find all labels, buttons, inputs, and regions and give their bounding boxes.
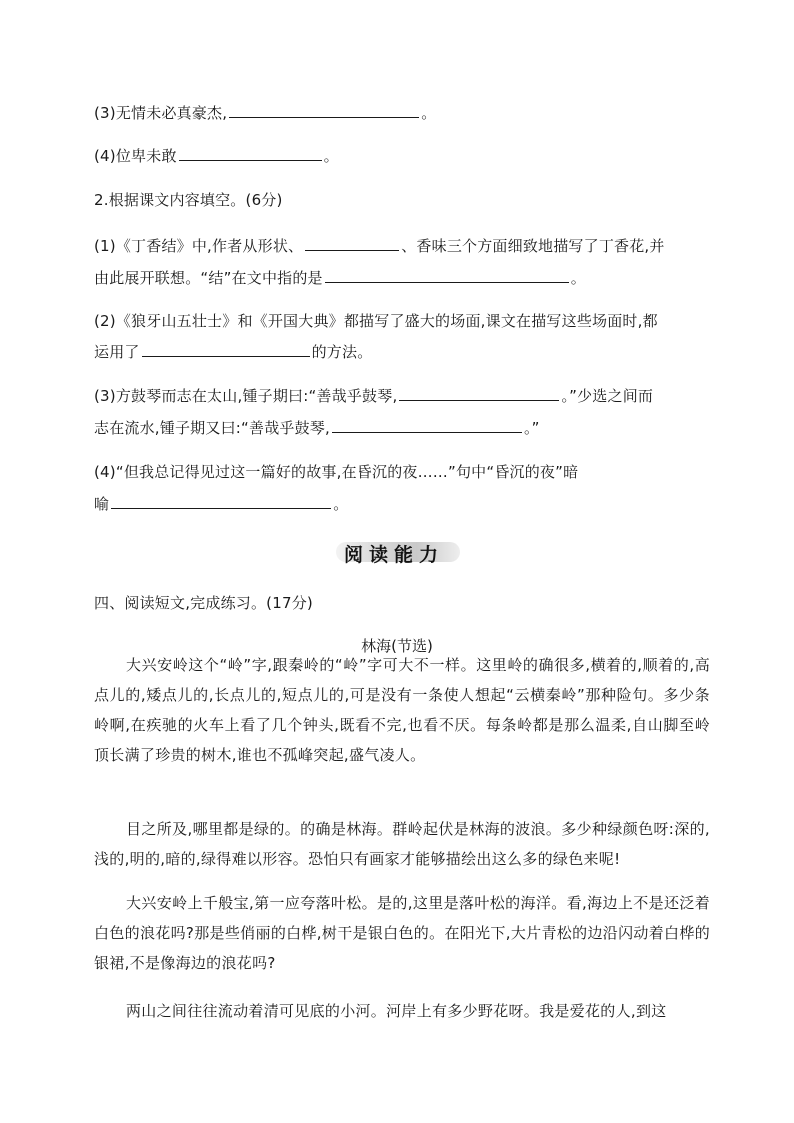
question-2-1-line-2: 由此展开联想。“结”在文中指的是 。 [94, 269, 586, 287]
question-2-1-line-1: (1)《丁香结》中,作者从形状、 、香味三个方面细致地描写了丁香花,并 [94, 237, 665, 255]
answer-blank[interactable] [325, 268, 569, 283]
question-4-heading: 四、阅读短文,完成练习。(17分) [94, 594, 313, 612]
answer-blank[interactable] [179, 146, 322, 161]
passage-paragraph-2: 目之所及,哪里都是绿的。的确是林海。群岭起伏是林海的波浪。多少种绿颜色呀:深的,浅的,明的,暗的,绿得难以形容。恐怕只有画家才能够描绘出这么多的绿色来呢! [94, 820, 710, 868]
passage-paragraph-3: 大兴安岭上千般宝,第一应夸落叶松。是的,这里是落叶松的海洋。看,海边上不是还泛着白色的浪花吗?那是些俏丽的白桦,树干是银白色的。在阳光下,大片青松的边沿闪动着白桦的银裙,不是像海边的浪花吗? [94, 894, 710, 972]
question-2-3-line-2: 志在流水,锺子期又曰:“善哉乎鼓琴, 。” [94, 419, 540, 437]
question-2-heading: 2.根据课文内容填空。(6分) [94, 191, 283, 209]
question-2-2-line-1: (2)《狼牙山五壮士》和《开国大典》都描写了盛大的场面,课文在描写这些场面时,都 [94, 312, 658, 330]
answer-blank[interactable] [111, 494, 331, 509]
answer-blank[interactable] [332, 418, 522, 433]
passage-paragraph-1: 大兴安岭这个“岭”字,跟秦岭的“岭”字可大不一样。这里岭的确很多,横着的,顺着的,高点儿的,矮点儿的,长点儿的,短点儿的,可是没有一条使人想起“云横秦岭”那种险句。多少条岭啊,在疾驰的火车上看了几个钟头,既看不完,也看不厌。每条岭都是那么温柔,自山脚至岭顶长满了珍贵的树木,谁也不孤峰突起,盛气凌人。 [94, 656, 710, 764]
answer-blank[interactable] [229, 103, 419, 118]
passage-title: 林海(节选) [361, 637, 433, 655]
question-4-1: (4)位卑未敢 。 [94, 147, 339, 165]
question-text: (4)位卑未敢 [94, 147, 177, 165]
question-3-1: (3)无情未必真豪杰, 。 [94, 104, 437, 122]
question-text: (3)无情未必真豪杰, [94, 104, 228, 122]
section-banner [336, 538, 460, 566]
question-2-2-line-2: 运用了 的方法。 [94, 343, 373, 361]
section-title: 阅读能力 [344, 544, 445, 566]
question-2-3-line-1: (3)方鼓琴而志在太山,锺子期曰:“善哉乎鼓琴, 。”少选之间而 [94, 387, 654, 405]
question-2-4-line-1: (4)“但我总记得见过这一篇好的故事,在昏沉的夜……”句中“昏沉的夜”暗 [94, 463, 579, 481]
answer-blank[interactable] [305, 236, 399, 251]
answer-blank[interactable] [142, 342, 310, 357]
passage-paragraph-4: 两山之间往往流动着清可见底的小河。河岸上有多少野花呀。我是爱花的人,到这 [126, 1002, 667, 1020]
question-2-4-line-2: 喻 。 [94, 495, 349, 513]
answer-blank[interactable] [399, 386, 559, 401]
